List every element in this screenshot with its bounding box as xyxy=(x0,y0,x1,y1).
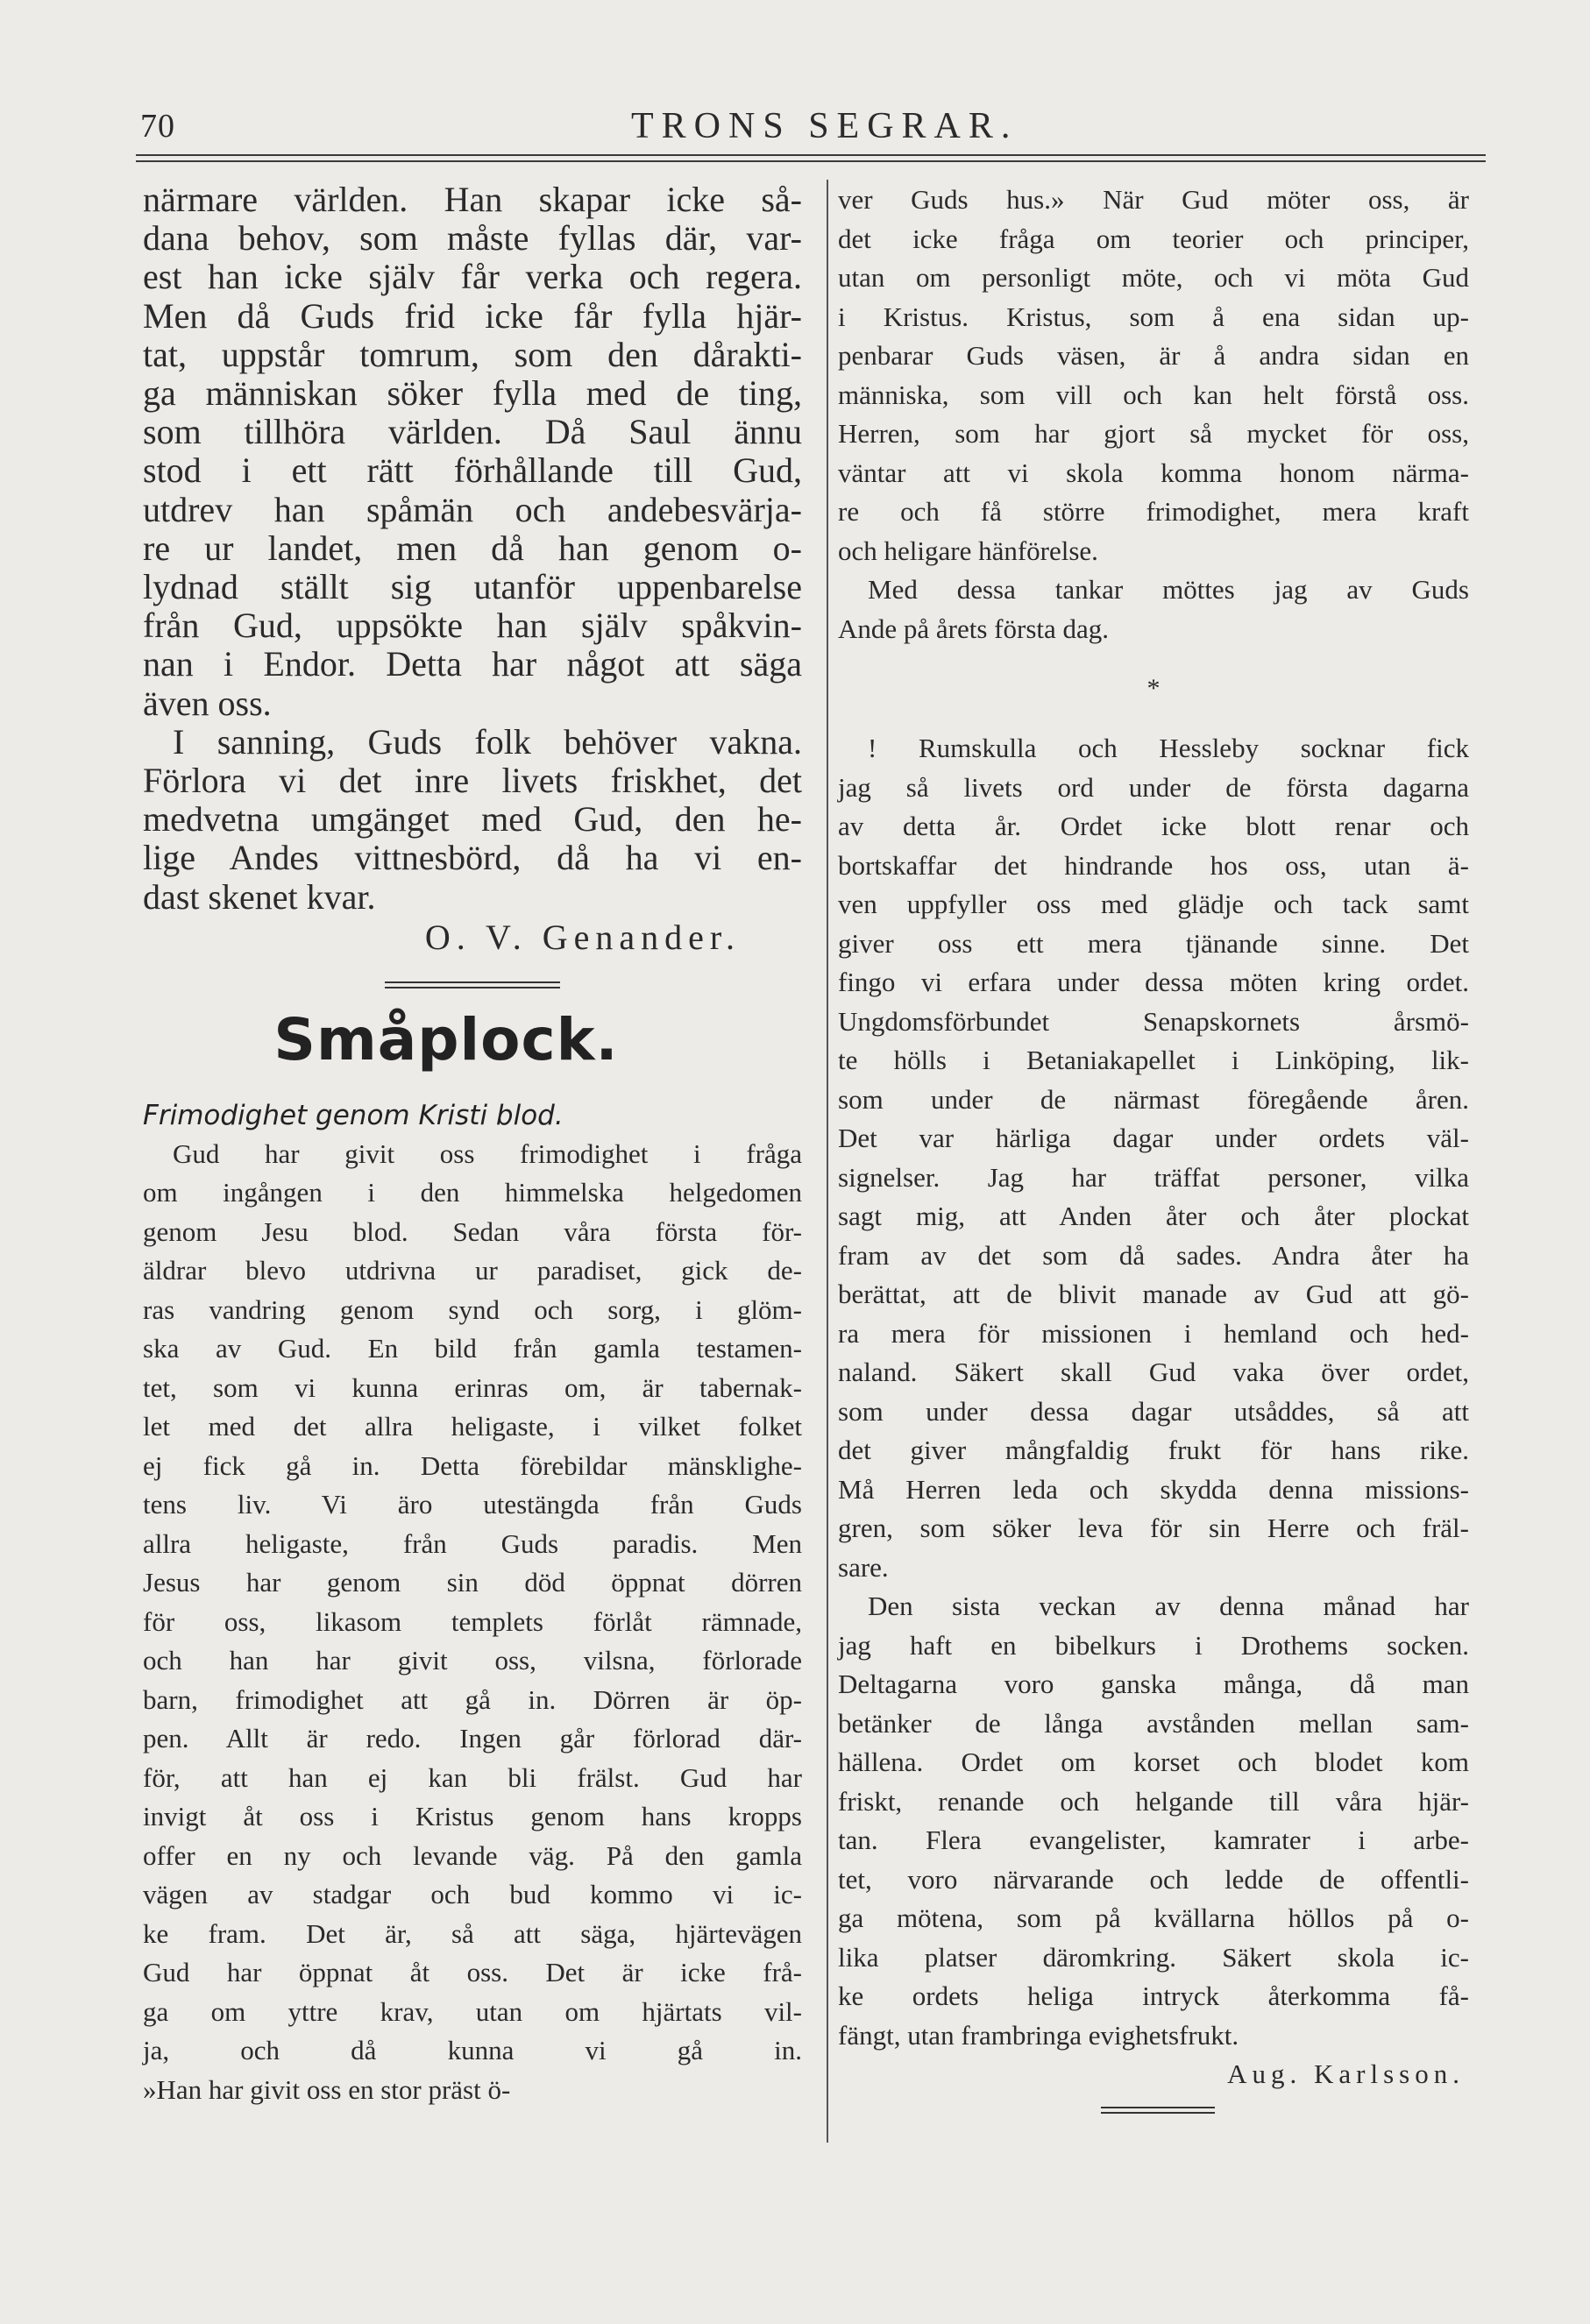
text-line: ska av Gud. En bild från gamla testamen- xyxy=(143,1333,802,1364)
text-line: nan i Endor. Detta har något att säga xyxy=(143,644,802,684)
article-text xyxy=(143,181,802,723)
text-line: utdrev han spåmän och andebesvärja- xyxy=(143,489,802,529)
text-line: tet, som vi kunna erinras om, är tabernak- xyxy=(143,1371,802,1403)
text-line: giver oss ett mera tjänande sinne. Det xyxy=(838,927,1469,959)
text-line: från Gud, uppsökte han själv spåkvin- xyxy=(143,606,802,646)
text-line: lige Andes vittnesbörd, då ha vi en- xyxy=(143,838,802,878)
end-rule xyxy=(1101,2107,1215,2114)
text-line: medvetna umgänget med Gud, den he- xyxy=(143,799,802,840)
text-line: Herren, som har gjort så mycket för oss, xyxy=(838,418,1469,449)
text-line: naland. Säkert skall Gud vaka över ordet, xyxy=(838,1357,1469,1387)
text-line: est han icke själv får verka och regera. xyxy=(143,257,802,297)
text-line: Den sista veckan av denna månad har xyxy=(868,1591,1469,1621)
text-line: Må Herren leda och skydda denna missions- xyxy=(838,1473,1469,1505)
page-number: 70 xyxy=(140,108,175,145)
article-text xyxy=(838,1587,1469,2055)
text-line: Ande på årets första dag. xyxy=(838,613,1110,644)
text-line: re ur landet, men då han genom o- xyxy=(143,528,802,568)
text-line: stod i ett rätt förhållande till Gud, xyxy=(143,450,802,491)
text-line: ke fram. Det är, så att säga, hjärtevägen xyxy=(143,1917,802,1949)
text-line: penbarar Guds väsen, är å andra sidan en xyxy=(838,340,1469,371)
asterisk-separator: * xyxy=(1146,674,1161,703)
text-line: sare. xyxy=(838,1551,889,1583)
text-line: ke ordets heliga intryck återkomma få- xyxy=(838,1980,1469,2011)
text-line: ras vandring genom synd och sorg, i glöm- xyxy=(143,1293,802,1325)
article-text xyxy=(838,729,1469,1587)
text-line: betänker de långa avstånden mellan sam- xyxy=(838,1707,1469,1739)
text-line: offer en ny och levande väg. På den gamla xyxy=(143,1839,802,1871)
text-line: lika platser däromkring. Säkert skola ic- xyxy=(838,1941,1469,1973)
text-line: Gud har givit oss frimodighet i fråga xyxy=(173,1137,802,1169)
article-text xyxy=(143,1135,802,2110)
text-line: I sanning, Guds folk behöver vakna. xyxy=(173,721,802,762)
text-line: re och få större frimodighet, mera kraft xyxy=(838,496,1469,527)
text-line: det icke fråga om teorier och principer, xyxy=(838,223,1469,254)
header-rule xyxy=(136,160,1486,162)
text-line: pen. Allt är redo. Ingen går förlorad där- xyxy=(143,1723,802,1754)
text-line: Men då Guds frid icke får fylla hjär- xyxy=(143,295,802,336)
text-line: fängt, utan frambringa evighetsfrukt. xyxy=(838,2019,1239,2051)
article-text xyxy=(838,570,1469,648)
header-rule xyxy=(136,154,1486,156)
text-line: fram av det som då sades. Andra åter ha xyxy=(838,1239,1469,1271)
text-line: och han har givit oss, vilsna, förlorade xyxy=(143,1645,802,1676)
text-line: även oss. xyxy=(143,683,272,723)
column-divider xyxy=(827,180,828,2143)
text-line: ga människan söker fylla med de ting, xyxy=(143,373,802,414)
article-text xyxy=(143,723,802,917)
text-line: ej fick gå in. Detta förebildar mänsklighe- xyxy=(143,1449,802,1481)
text-line: allra heligaste, från Guds paradis. Men xyxy=(143,1527,802,1559)
text-line: Det var härliga dagar under ordets väl- xyxy=(838,1123,1469,1153)
article-title: Frimodighet genom Kristi blod. xyxy=(143,1099,564,1131)
text-line: te hölls i Betaniakapellet i Linköping, lik- xyxy=(838,1045,1469,1075)
text-line: bortskaffar det hindrande hos oss, utan ä- xyxy=(838,849,1469,881)
text-line: lydnad ställt sig utanför uppenbarelse xyxy=(143,567,802,607)
author-signature: Aug. Karlsson. xyxy=(1227,2058,1465,2089)
text-line: sagt mig, att Anden åter och åter plockat xyxy=(838,1201,1469,1231)
text-line: utan om personligt möte, och vi möta Gud xyxy=(838,262,1469,293)
text-line: för, att han ej kan bli frälst. Gud har xyxy=(143,1761,802,1793)
text-line: väntar att vi skola komma honom närma- xyxy=(838,457,1469,488)
text-line: som under de närmast föregående åren. xyxy=(838,1083,1469,1115)
text-line: Jesus har genom sin död öppnat dörren xyxy=(143,1567,802,1598)
text-line: »Han har givit oss en stor präst ö- xyxy=(143,2073,511,2105)
text-line: berättat, att de blivit manade av Gud att gö- xyxy=(838,1279,1469,1309)
text-line: dana behov, som måste fyllas där, var- xyxy=(143,218,802,259)
text-line: ga mötena, som på kvällarna höllos på o- xyxy=(838,1902,1469,1933)
text-line: let med det allra heligaste, i vilket folket xyxy=(143,1411,802,1442)
text-line: i Kristus. Kristus, som å ena sidan up- xyxy=(838,301,1469,332)
text-line: signelser. Jag har träffat personer, vilka xyxy=(838,1161,1469,1193)
text-line: tat, uppstår tomrum, som den dårakti- xyxy=(143,334,802,374)
text-line: hällena. Ordet om korset och blodet kom xyxy=(838,1747,1469,1777)
text-line: jag så livets ord under de första dagarna xyxy=(838,771,1469,803)
text-line: av detta år. Ordet icke blott renar och xyxy=(838,811,1469,841)
text-line: som under dessa dagar utsåddes, så att xyxy=(838,1395,1469,1427)
text-line: tan. Flera evangelister, kamrater i arbe- xyxy=(838,1824,1469,1855)
section-heading: Småplock. xyxy=(273,1005,619,1073)
text-line: barn, frimodighet att gå in. Dörren är öp- xyxy=(143,1683,802,1715)
text-line: friskt, renande och helgande till våra hjär- xyxy=(838,1785,1469,1817)
text-line: invigt åt oss i Kristus genom hans kropps xyxy=(143,1801,802,1832)
text-line: Ungdomsförbundet Senapskornets årsmö- xyxy=(838,1005,1469,1037)
text-line: gren, som söker leva för sin Herre och fräl- xyxy=(838,1513,1469,1543)
text-line: ! Rumskulla och Hessleby socknar fick xyxy=(868,733,1469,763)
text-line: ja, och då kunna vi gå in. xyxy=(143,2035,802,2066)
text-line: ver Guds hus.» När Gud möter oss, är xyxy=(838,184,1469,215)
text-line: dast skenet kvar. xyxy=(143,876,376,917)
text-line: Deltagarna voro ganska många, då man xyxy=(838,1669,1469,1699)
text-line: vägen av stadgar och bud kommo vi ic- xyxy=(143,1879,802,1910)
text-line: Med dessa tankar möttes jag av Guds xyxy=(868,574,1469,605)
text-line: fingo vi erfara under dessa möten kring ordet. xyxy=(838,967,1469,997)
text-line: ven uppfyller oss med glädje och tack samt xyxy=(838,889,1469,919)
text-line: ga om yttre krav, utan om hjärtats vil- xyxy=(143,1995,802,2027)
text-line: genom Jesu blod. Sedan våra första för- xyxy=(143,1215,802,1247)
text-line: tens liv. Vi äro utestängda från Guds xyxy=(143,1489,802,1520)
text-line: äldrar blevo utdrivna ur paradiset, gick de- xyxy=(143,1255,802,1286)
page-header xyxy=(131,103,1490,156)
text-line: jag haft en bibelkurs i Drothems socken. xyxy=(838,1629,1469,1661)
section-separator xyxy=(385,981,560,988)
text-line: och heligare hänförelse. xyxy=(838,535,1098,566)
author-signature: O. V. Genander. xyxy=(424,917,741,957)
text-line: om ingången i den himmelska helgedomen xyxy=(143,1177,802,1208)
text-line: tet, voro närvarande och ledde de offentli- xyxy=(838,1863,1469,1895)
text-line: människa, som vill och kan helt förstå oss. xyxy=(838,379,1469,410)
text-line: närmare världen. Han skapar icke så- xyxy=(143,180,802,219)
text-line: Förlora vi det inre livets friskhet, det xyxy=(143,761,802,801)
text-line: Gud har öppnat åt oss. Det är icke frå- xyxy=(143,1957,802,1988)
text-line: för oss, likasom templets förlåt rämnade, xyxy=(143,1605,802,1637)
running-title: TRONS SEGRAR. xyxy=(631,106,1019,146)
text-line: som tillhöra världen. Då Saul ännu xyxy=(143,412,802,452)
text-line: det giver mångfaldig frukt för hans rike. xyxy=(838,1435,1469,1465)
article-text xyxy=(838,181,1469,570)
left-column xyxy=(143,181,802,2109)
text-line: ra mera för missionen i hemland och hed- xyxy=(838,1317,1469,1349)
right-column xyxy=(838,181,1469,2117)
